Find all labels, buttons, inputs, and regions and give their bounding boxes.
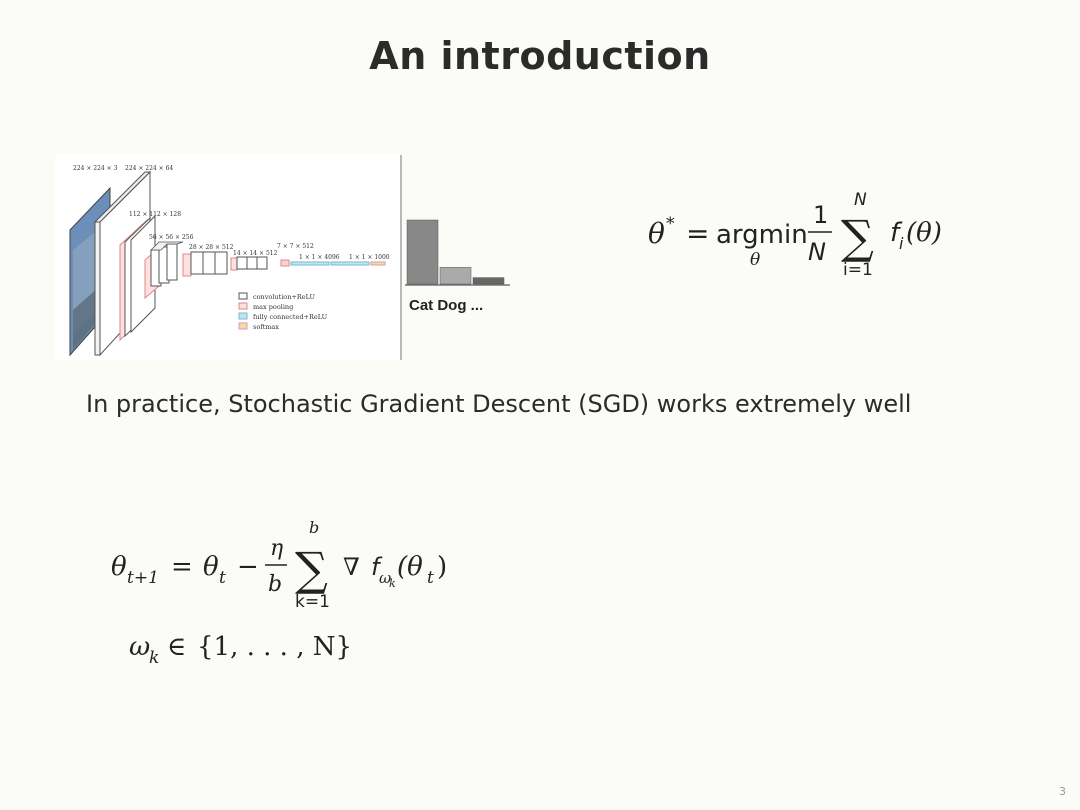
legend-pool: max pooling [253, 303, 294, 311]
update-rule-formula [105, 515, 485, 620]
output-labels: Cat Dog ... [409, 297, 484, 314]
obj-argmin: argmin [716, 220, 808, 250]
upd-term-close: ) [437, 552, 448, 582]
output-histogram [407, 220, 504, 284]
dim-label-conv1: 224 × 224 × 64 [125, 165, 174, 172]
index-set-formula [125, 625, 365, 670]
page-number: 3 [1059, 785, 1066, 798]
obj-frac-num: 1 [813, 201, 829, 229]
obj-term-arg: (θ) [906, 218, 942, 248]
obj-eq: = [686, 217, 710, 250]
upd-rhs1-sub: t [219, 568, 226, 588]
slide-title: An introduction [369, 34, 711, 78]
legend-conv: convolution+ReLU [253, 293, 316, 301]
upd-lhs: θ [111, 552, 127, 582]
upd-sum-top: b [309, 518, 320, 537]
body-text: In practice, Stochastic Gradient Descent (SGD) works extremely well [86, 390, 912, 418]
upd-term-arg-sub: t [427, 568, 434, 588]
obj-term: f [890, 218, 900, 248]
dim-label-softmax: 1 × 1 × 1000 [349, 254, 390, 261]
network-figure [55, 150, 515, 365]
upd-term-arg: (θ [397, 552, 423, 582]
legend-fc: fully connected+ReLU [253, 313, 328, 321]
upd-sum-bottom: k=1 [295, 592, 330, 612]
upd-sum-sign: ∑ [295, 542, 328, 596]
upd-rhs1: θ [203, 552, 219, 582]
output-bar [473, 278, 504, 284]
legend-softmax: softmax [253, 323, 279, 331]
obj-lhs-sup: * [666, 214, 675, 234]
dim-label-conv2: 112 × 112 × 128 [129, 211, 182, 218]
idx-lhs: ω [129, 632, 151, 662]
obj-lhs: θ [648, 217, 665, 250]
obj-argmin-sub: θ [750, 250, 761, 270]
dim-label-fc: 1 × 1 × 4096 [299, 254, 340, 261]
dim-label-conv4: 28 × 28 × 512 [189, 244, 234, 251]
obj-frac-den: N [808, 238, 826, 266]
upd-term-subsub: k [389, 577, 396, 590]
conv3-block [167, 244, 177, 280]
conv5-block [257, 257, 267, 269]
obj-sum-sign: ∑ [841, 210, 874, 264]
upd-lhs-sub: t+1 [127, 568, 159, 588]
output-bar [440, 267, 471, 284]
upd-eq: = [171, 552, 193, 582]
dim-label-conv5: 14 × 14 × 512 [233, 250, 278, 257]
fc-layers [291, 262, 329, 265]
cnn-diagram [55, 150, 515, 365]
upd-minus: − [237, 552, 259, 582]
conv4-block [215, 252, 227, 274]
upd-frac-den: b [268, 572, 283, 597]
upd-term: f [371, 553, 380, 581]
idx-set: {1, . . . , N} [197, 632, 353, 662]
output-bar [407, 220, 438, 284]
upd-grad: ∇ [343, 553, 360, 581]
dim-label-pool5: 7 × 7 × 512 [277, 243, 314, 250]
obj-sum-top: N [854, 190, 867, 210]
softmax-layer [371, 262, 385, 265]
dim-label-input: 224 × 224 × 3 [73, 165, 118, 172]
idx-lhs-sub: k [149, 648, 160, 668]
upd-frac-num: η [270, 536, 284, 561]
upd-term-sub: ω [379, 569, 392, 587]
objective-formula [640, 185, 960, 285]
dim-label-conv3: 56 × 56 × 256 [149, 234, 194, 241]
idx-in: ∈ [167, 632, 187, 662]
obj-sum-bottom: i=1 [843, 260, 873, 280]
obj-term-sub: i [899, 234, 904, 253]
